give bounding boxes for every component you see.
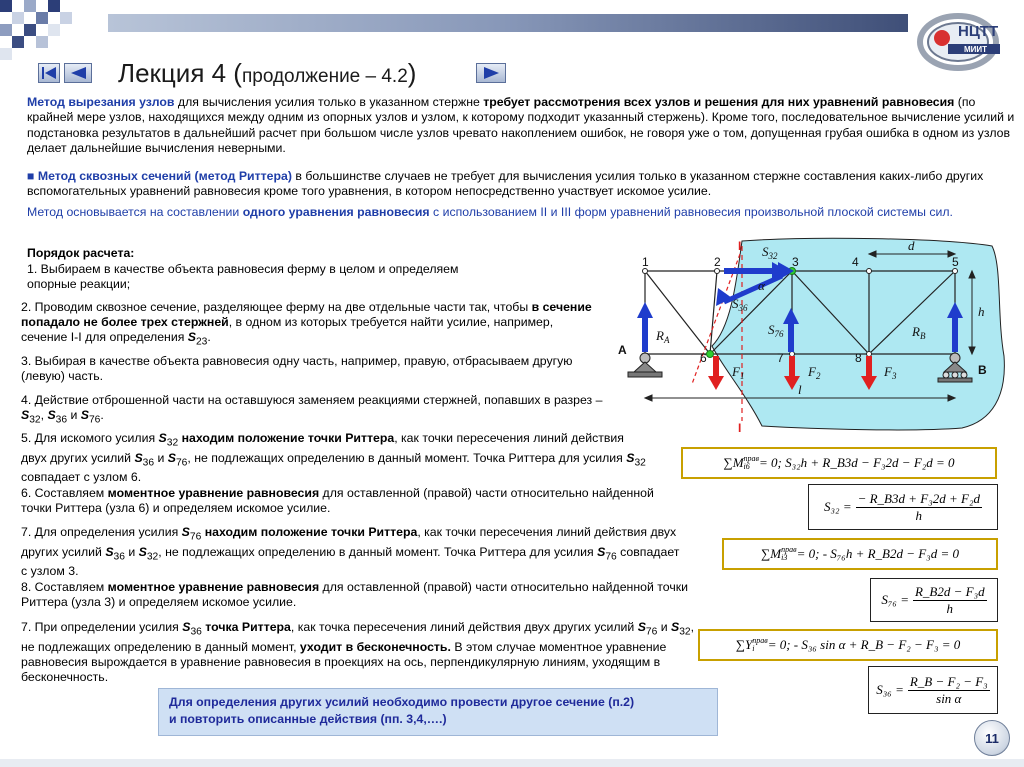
support-a-label: A (618, 343, 627, 357)
header-square (36, 12, 48, 24)
formula-s36: S₃₆ = $\frac{\text{R\_B − F₂ − F₃}}{\text{sin α}}$ (868, 666, 998, 714)
step-7: 7. Для определения усилия $S_{76}$ находим положение точки Риттера, как точки пересечения линий действия двух других усилий $S_{36}$ и $S_{32}$, не подлежащих определению в данный момент. Точка Риттера для усилия $S_{76}$ совпадает с узлом 3. (21, 525, 680, 579)
header-square (24, 24, 36, 36)
f1-label: $F_1$ (732, 364, 745, 381)
formula-moment-3: ∑M прав i3 = 0; - S₇₆h + R_B2d − F₃d = 0 (722, 538, 998, 570)
step-9: 7. При определении усилия $S_{36}$ точка Риттера, как точка пересечения линий действия двух других усилий $S_{76}$ и $S_{32}$, не подлежащих определению в данный момент, уходит в бесконечность. В этом случае моментное уравнение равновесия вырождается в уравнение равновесия в проекциях на ось, перпендикулярную линиям, уходящим в бесконечность. (21, 620, 695, 685)
support-b-label: B (978, 363, 987, 377)
d-label: d (908, 238, 915, 253)
header-square (0, 24, 12, 36)
header-square (60, 12, 72, 24)
header-square (12, 12, 24, 24)
ra-label: $R_A$ (656, 328, 670, 345)
l-label: l (798, 382, 802, 397)
header-square (48, 24, 60, 36)
s32-label: $S_{32}$ (762, 244, 778, 261)
step-1: 1. Выбираем в качестве объекта равновесия ферму в целом и определяем опорные реакции; (27, 262, 459, 292)
s36-label: $S_{36}$ (732, 296, 748, 313)
step-4: 4. Действие отброшенной части на оставшуюся заменяем реакциями стержней, попавших в разрез – $S_{32}$, $S_{36}$ и $S_{76}$. (21, 393, 603, 426)
h-label: h (978, 304, 985, 319)
formula-projection: ∑Y прав i = 0; - S₃₆ sin α + R_B − F₂ − F₃ = 0 (698, 629, 998, 661)
formula-s32: S₃₂ = $\frac{\text{− R\_B3d + F₃2d + F₂d}}{h}$ (808, 484, 998, 530)
f3-label: $F_3$ (884, 364, 897, 381)
step-6: 6. Составляем моментное уравнение равновесия для оставленной (правой) части относительно найденной точки Риттера (узла 6) и определяем искомое усилие. (21, 486, 654, 516)
intro-paragraph-3: Метод основывается на составлении одного уравнения равновесия с использованием II и III форм уравнений равновесия произвольной плоской системы сил. (27, 205, 953, 219)
node-1-label: 1 (642, 255, 649, 269)
bottom-bar (0, 759, 1024, 767)
node-6-label: 6 (700, 351, 707, 365)
page-number: 11 (974, 720, 1010, 756)
intro-paragraph-1: Метод вырезания узлов для вычисления усилия только в указанном стержне требует рассмотрения всех узлов и решения для них уравнений равновесия (по крайней мере узлов, находящихся между одним из опорных узлов и узлом, к которому подходит указанный стержень). Кроме того, последовательное вычисление усилий и подстановка результатов в дальнейший расчет при большом числе узлов чревато накоплением ошибок, не говоря уже о том, допущенная грубая ошибка в одном из узлов делает дальнейшие вычисления неверными. (27, 95, 1015, 156)
step-5: 5. Для искомого усилия $S_{32}$ находим положение точки Риттера, как точки пересечения линий действия двух других усилий $S_{36}$ и $S_{76}$, не подлежащих определению в данный момент. Точка Риттера для усилия $S_{32}$ совпадает с узлом 6. (21, 431, 646, 485)
step-8: 8. Составляем моментное уравнение равновесия для оставленной (правой) части относительно найденной точки Риттера (узла 3) и определяем искомое усилие. (21, 580, 688, 610)
header-square (12, 36, 24, 48)
step-2: 2. Проводим сквозное сечение, разделяющее ферму на две отдельные части так, чтобы в сечение попадало не более трех стержней, в одном из которых требуется найти усилие, например, сечение I-I для определения $S_{23}$. (21, 300, 592, 348)
next-slide-button[interactable] (476, 63, 506, 83)
s76-label: $S_{76}$ (768, 322, 784, 339)
header-square (0, 48, 12, 60)
header-square (36, 36, 48, 48)
section-label-top: I (738, 239, 742, 253)
formula-moment-6: ∑M прав i6 = 0; S₃₂h + R_B3d − F₃2d − F₂d = 0 (681, 447, 997, 479)
rb-label: $R_B$ (912, 324, 926, 341)
first-slide-icon (39, 64, 59, 82)
next-arrow-icon (477, 64, 505, 82)
step-3: 3. Выбирая в качестве объекта равновесия одну часть, например, правую, отбрасываем другую (левую) часть. (21, 354, 573, 384)
node-5-label: 5 (952, 255, 959, 269)
svg-text:НЦТТ: НЦТТ (958, 23, 999, 40)
header-bar (108, 14, 908, 32)
header-square (24, 0, 36, 12)
support-a (628, 353, 662, 377)
truss-diagram (612, 236, 1012, 436)
formula-s76: S₇₆ = $\frac{\text{R\_B2d − F₃d}}{h}$ (870, 578, 998, 622)
node-7-label: 7 (777, 351, 784, 365)
order-title: Порядок расчета: (27, 246, 135, 260)
page-title: Лекция 4 (продолжение – 4.2) (118, 58, 417, 88)
node-8-label: 8 (855, 351, 862, 365)
node-3-label: 3 (792, 255, 799, 269)
header-square (0, 0, 12, 12)
node-4-label: 4 (852, 255, 859, 269)
prev-arrow-icon (65, 64, 91, 82)
node-2-label: 2 (714, 255, 721, 269)
section-label-bottom: I (738, 421, 742, 435)
svg-text:МИИТ: МИИТ (964, 45, 988, 54)
note-box: Для определения других усилий необходимо провести другое сечение (п.2) и повторить описанные действия (пп. 3,4,….) (158, 688, 718, 736)
header-square (48, 0, 60, 12)
f2-label: $F_2$ (808, 364, 821, 381)
alpha-label: α (758, 278, 765, 293)
logo-icon (916, 10, 1006, 72)
prev-slide-button[interactable] (64, 63, 92, 83)
first-slide-button[interactable] (38, 63, 60, 83)
intro-paragraph-2: ■ Метод сквозных сечений (метод Риттера) в большинстве случаев не требует для вычисления усилия только в указанном стержне составления каких-либо других вспомогательных уравнений равновесия кроме того уравнения, в котором непосредственно участвует искомое усилие. (27, 169, 984, 199)
